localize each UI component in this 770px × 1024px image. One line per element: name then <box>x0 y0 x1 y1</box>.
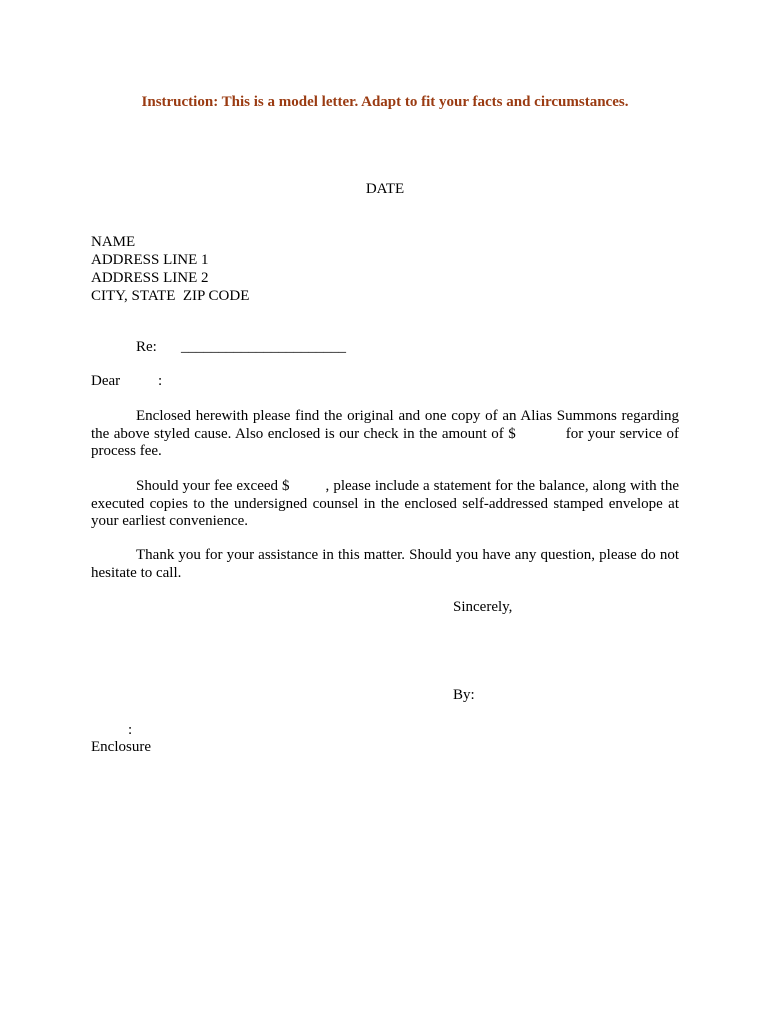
instruction-note: Instruction: This is a model letter. Adapt to fit your facts and circumstances. <box>141 94 629 110</box>
recipient-city-state-zip: CITY, STATE ZIP CODE <box>91 288 250 304</box>
signature-by-label: By: <box>453 687 475 703</box>
initials-colon: : <box>128 722 133 738</box>
p1-text-part-2: for your service of process fee. <box>91 425 679 459</box>
closing-sincerely: Sincerely, <box>453 599 513 615</box>
re-blank-line: ______________________ <box>181 339 346 355</box>
p2-text-part-2: , please include a statement for the balance, along with the executed copies to the undersigned counsel in the enclosed self-addressed stamped envelope at your earliest convenience. <box>91 478 679 529</box>
body-paragraph-2 <box>91 478 679 531</box>
body-paragraph-3 <box>91 547 679 582</box>
salutation-label: Dear <box>91 373 121 389</box>
p3-text: Thank you for your assistance in this matter. Should you have any question, please do not hesitate to call. <box>91 547 679 581</box>
salutation-colon: : <box>158 373 163 389</box>
p2-text-part-1: Should your fee exceed $ <box>136 478 290 494</box>
recipient-address-block <box>91 233 249 305</box>
recipient-address-line-1: ADDRESS LINE 1 <box>91 252 209 268</box>
body-paragraph-1 <box>91 408 679 461</box>
enclosure-note: Enclosure <box>91 739 151 755</box>
re-label: Re: <box>136 339 157 355</box>
p1-text-part-1: Enclosed herewith please find the original and one copy of an Alias Summons regarding the above styled cause. Also enclosed is our check in the amount of $ <box>91 408 679 442</box>
letter-date: DATE <box>365 181 405 197</box>
recipient-address-line-2: ADDRESS LINE 2 <box>91 270 209 286</box>
recipient-name: NAME <box>91 234 136 250</box>
